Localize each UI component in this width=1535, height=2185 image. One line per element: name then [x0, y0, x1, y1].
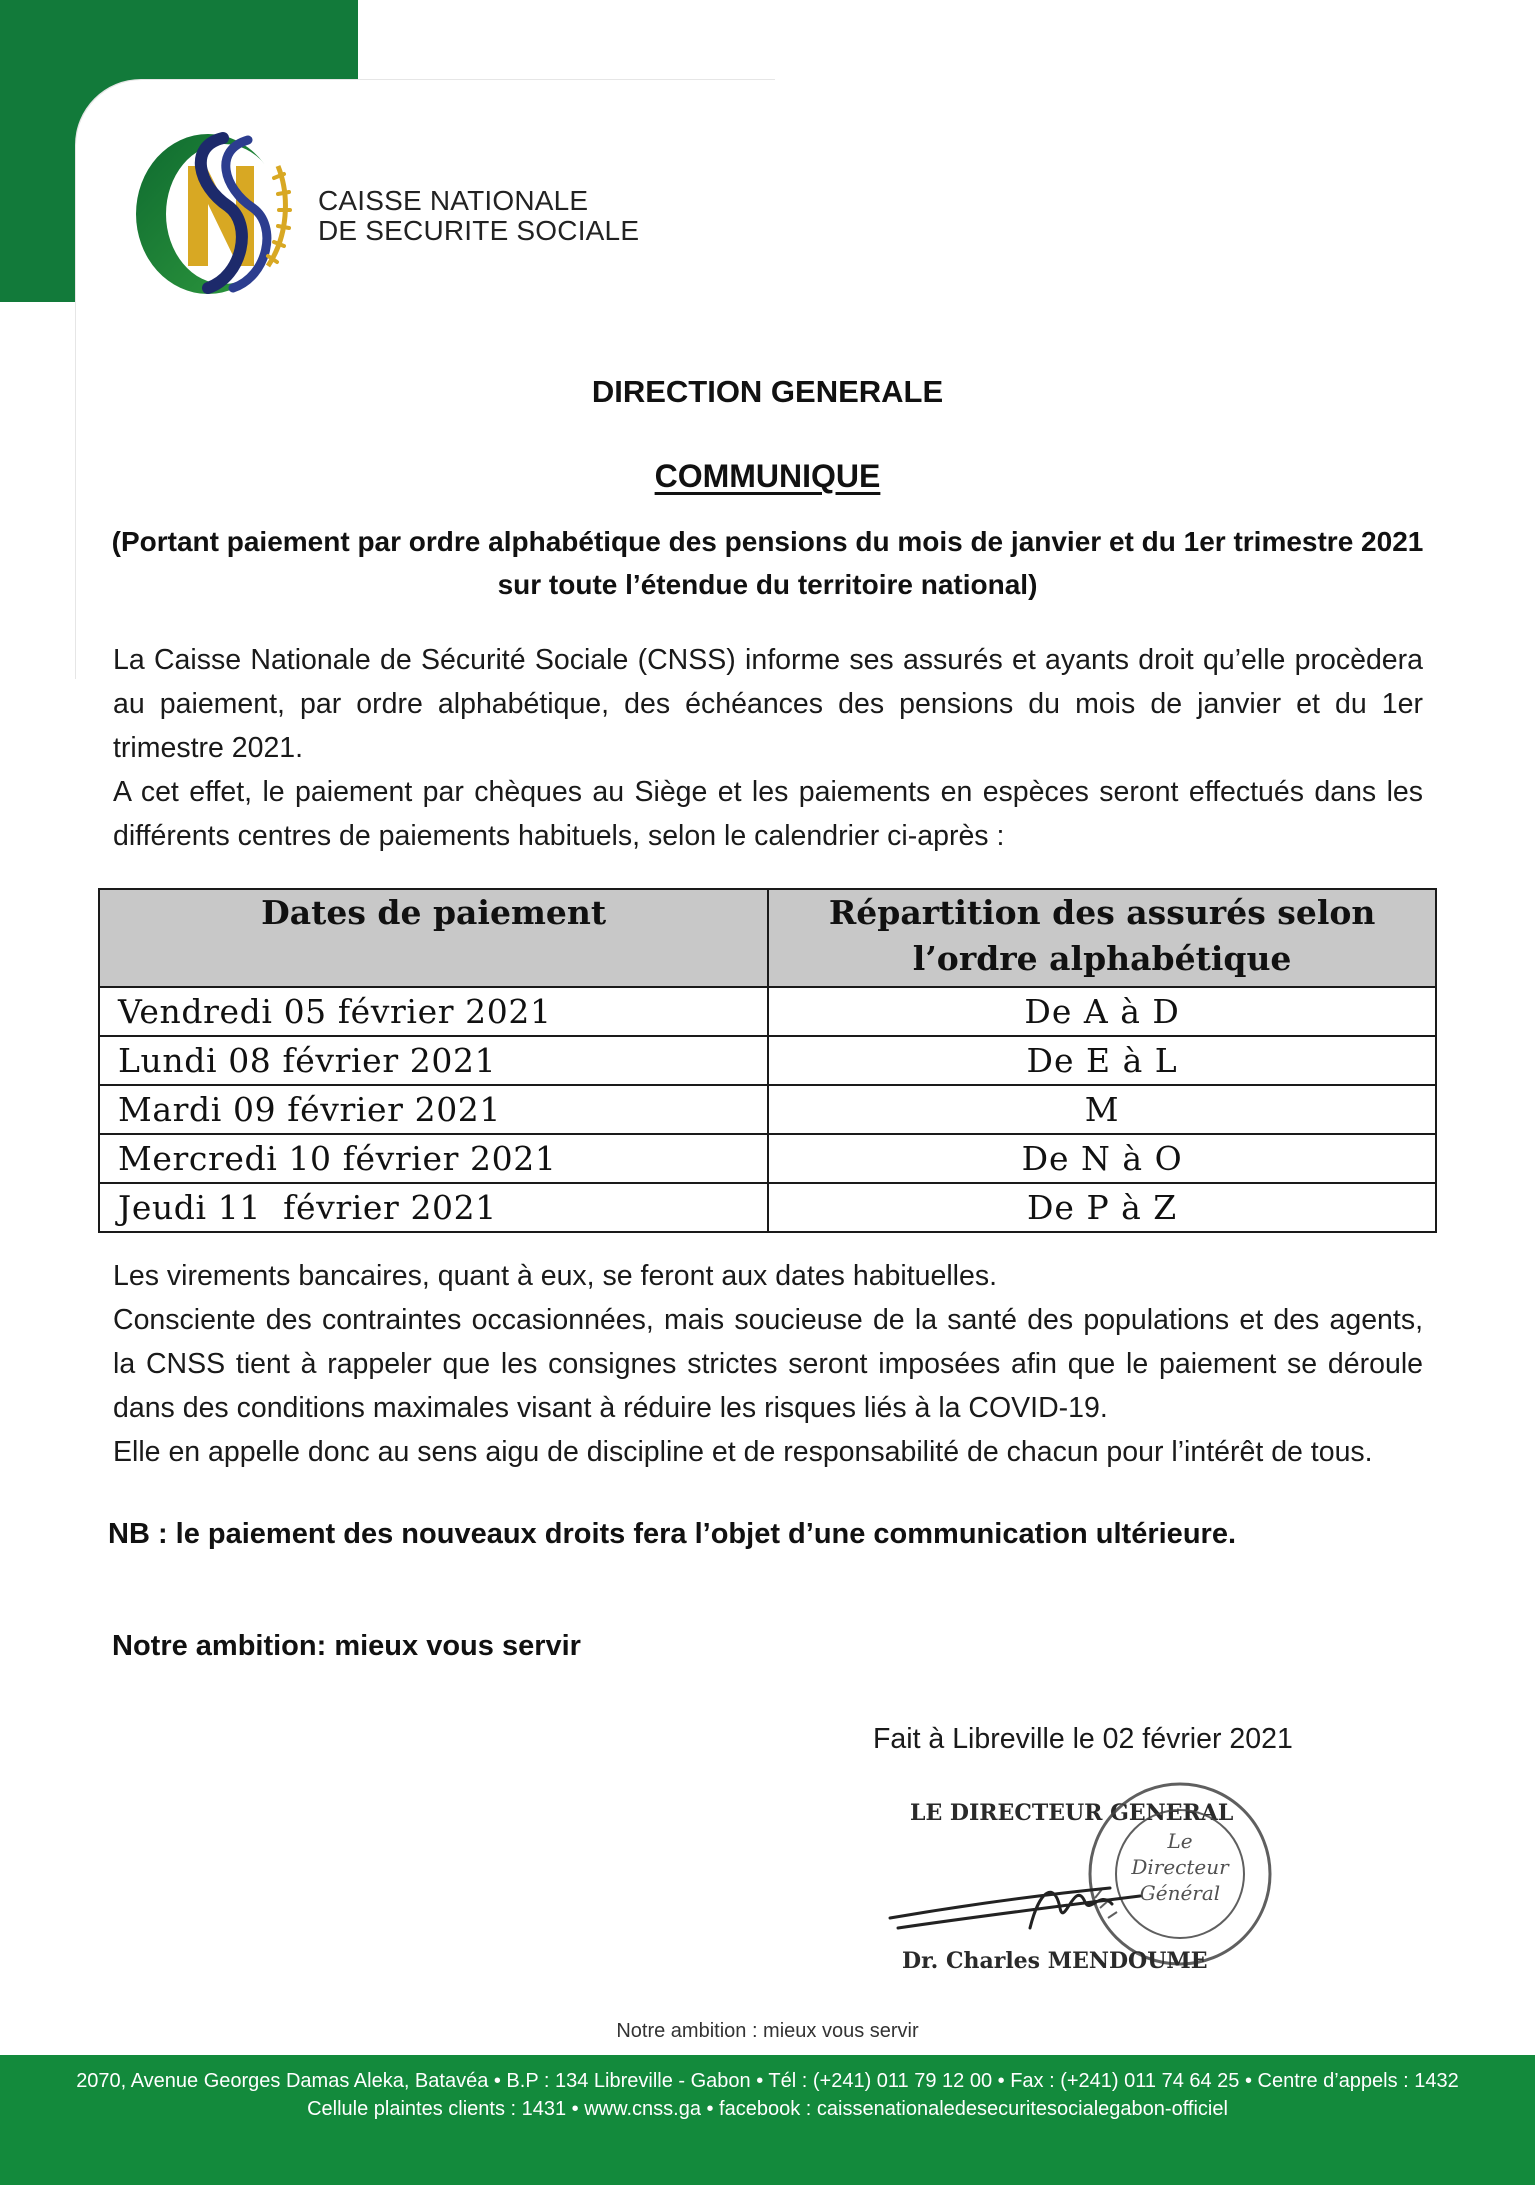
- table-row: [99, 1085, 1436, 1134]
- row-range: De E à L: [768, 1036, 1436, 1085]
- stamp-center-line1: Le: [1167, 1829, 1193, 1853]
- row-date: Jeudi 11 février 2021: [99, 1183, 768, 1232]
- organization-name: [318, 186, 639, 246]
- cnss-logo: [128, 126, 303, 301]
- body-paragraph-2: Consciente des contraintes occasionnées, mais soucieuse de la santé des populations et des agents, la CNSS tient à rappeler que les consignes strictes seront imposées afin que le paiement se déroule dans des conditions maximales visant à réduire les risques liés à la COVID-19.: [113, 1304, 1423, 1424]
- body-section: [113, 1254, 1423, 1474]
- ambition-motto: Notre ambition: mieux vous servir: [112, 1630, 581, 1662]
- signatory-name: Dr. Charles MENDOUME: [902, 1948, 1208, 1974]
- row-date: Mardi 09 février 2021: [99, 1085, 768, 1134]
- table-row: [99, 987, 1436, 1036]
- stamp-center-line3: Général: [1139, 1881, 1221, 1905]
- direction-heading: DIRECTION GENERALE: [591, 374, 944, 409]
- table-header-row: [99, 889, 1436, 987]
- row-range: De P à Z: [768, 1183, 1436, 1232]
- table-row: [99, 1183, 1436, 1232]
- payment-calendar-table: [98, 888, 1437, 1233]
- org-name-line1: CAISSE NATIONALE: [318, 185, 589, 216]
- intro-paragraph-1: La Caisse Nationale de Sécurité Sociale (CNSS) informe ses assurés et ayants droit qu’elle procèdera au paiement, par ordre alphabétique, des échéances des pensions du mois de janvier et du 1er trimestre 2021.: [113, 644, 1423, 764]
- footer-contact-line: Cellule plaintes clients : 1431 • www.cnss.ga • facebook : caissenationaledesecuritesocialegabon-officiel: [307, 2098, 1228, 2120]
- place-and-date: Fait à Libreville le 02 février 2021: [873, 1723, 1293, 1755]
- nb-note: NB : le paiement des nouveaux droits fera l’objet d’une communication ultérieure.: [108, 1518, 1236, 1550]
- row-range: M: [768, 1085, 1436, 1134]
- row-range: De N à O: [768, 1134, 1436, 1183]
- table-row: [99, 1134, 1436, 1183]
- row-date: Mercredi 10 février 2021: [99, 1134, 768, 1183]
- communique-heading: COMMUNIQUE: [654, 458, 881, 494]
- footer-motto: Notre ambition : mieux vous servir: [616, 2020, 919, 2042]
- body-paragraph-3: Elle en appelle donc au sens aigu de discipline et de responsabilité de chacun pour l’intérêt de tous.: [113, 1436, 1373, 1468]
- org-name-line2: DE SECURITE SOCIALE: [318, 215, 640, 246]
- official-stamp: [1090, 1784, 1270, 1964]
- row-date: Lundi 08 février 2021: [99, 1036, 768, 1085]
- row-date: Vendredi 05 février 2021: [99, 987, 768, 1036]
- table-row: [99, 1036, 1436, 1085]
- intro-paragraph-2: A cet effet, le paiement par chèques au Siège et les paiements en espèces seront effectués dans les différents centres de paiements habituels, selon le calendrier ci-après :: [113, 776, 1423, 852]
- body-paragraph-1: Les virements bancaires, quant à eux, se feront aux dates habituelles.: [113, 1260, 998, 1292]
- signatory-title: LE DIRECTEUR GENERAL: [910, 1800, 1234, 1826]
- header-dates: Dates de paiement: [99, 889, 768, 987]
- footer-address-line: 2070, Avenue Georges Damas Aleka, Batavéa • B.P : 134 Libreville - Gabon • Tél : (+241) 011 79 12 00 • Fax : (+241) 011 74 64 25 • Centre d’appels : 1432: [76, 2070, 1459, 2092]
- row-range: De A à D: [768, 987, 1436, 1036]
- header-repartition: Répartition des assurés selon l’ordre alphabétique: [768, 889, 1436, 987]
- signature-block: [880, 1778, 1280, 1988]
- intro-section: [113, 638, 1423, 858]
- stamp-center-line2: Directeur: [1131, 1855, 1229, 1879]
- communique-subtitle: (Portant paiement par ordre alphabétique des pensions du mois de janvier et du 1er trimestre 2021 sur toute l’étendue du territoire national): [111, 526, 1424, 600]
